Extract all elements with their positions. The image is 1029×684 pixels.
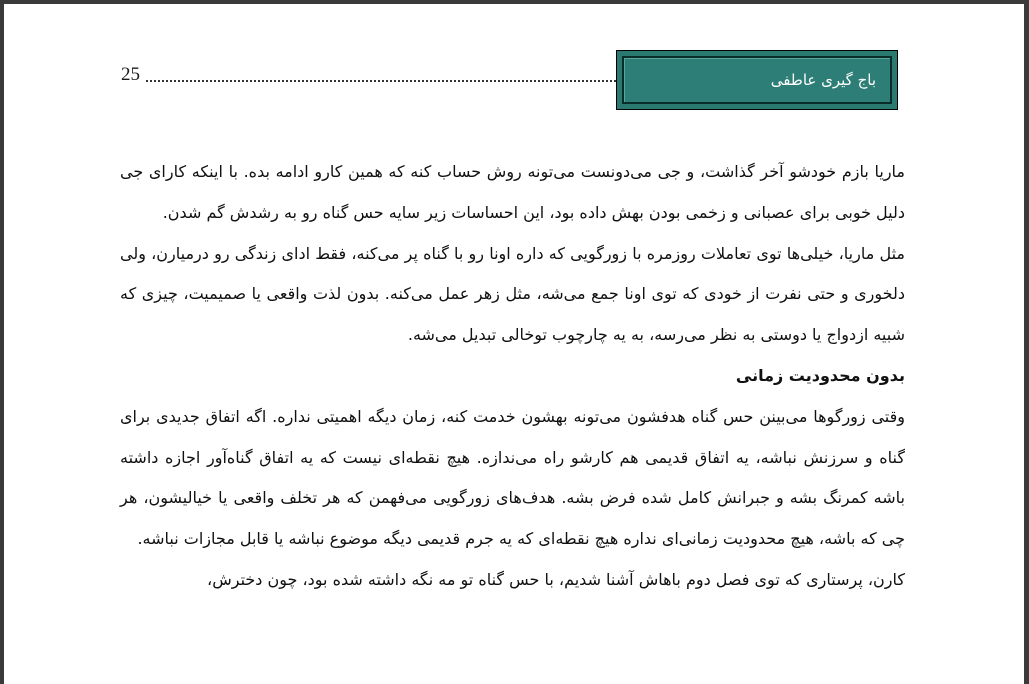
body-text xyxy=(120,152,905,601)
chapter-title-box-inner xyxy=(622,56,892,104)
section-heading: بدون محدودیت زمانی xyxy=(735,365,905,385)
paragraph: مثل ماریا، خیلی‌ها توی تعاملات روزمره با زورگویی که داره اونا رو با گناه پر می‌کنه، فقط ادای زندگی رو درمیارن، ولی دلخوری و حتی نفرت از خودی که توی اونا جمع می‌شه، مثل زهر عمل می‌کنه. بدون لذت واقعی یا صمیمیت، چیزی که شبیه ازدواج یا دوستی به نظر می‌رسه، به یه چارچوب توخالی تبدیل می‌شه. xyxy=(120,243,905,345)
paragraph: ماریا بازم خودشو آخر گذاشت، و جی می‌دونست می‌تونه روش حساب کنه که همین کارو ادامه بده. با اینکه کارای جی دلیل خوبی برای عصبانی و زخمی بودن بهش داده بود، این احساسات زیر سایه حس گناه رو به رشدش گم شدن. xyxy=(120,162,905,222)
window-border-right xyxy=(1024,0,1029,684)
chapter-title-box xyxy=(616,50,898,110)
dot-leader xyxy=(146,80,616,82)
paragraph: وقتی زورگوها می‌بینن حس گناه هدفشون می‌تونه بهشون خدمت کنه، زمان دیگه اهمیتی نداره. اگه اتفاق جدیدی برای گناه و سرزنش نباشه، یه اتفاق قدیمی هم کارشو راه می‌ندازه. هیچ نقطه‌ای نیست که یه اتفاق گناه‌آور اجازه داشته باشه کمرنگ بشه و جبرانش کامل شده فرض بشه. هدف‌های زورگویی می‌فهمن که هر تخلف واقعی یا خیالیشون، هر چی که باشه، هیچ محدودیت زمانی‌ای نداره هیچ نقطه‌ای که یه جرم قدیمی دیگه موضوع نباشه یا قابل مجازات نباشه. xyxy=(120,406,905,549)
page-number: 25 xyxy=(121,64,140,85)
paragraph: کارن، پرستاری که توی فصل دوم باهاش آشنا شدیم، با حس گناه تو مه نگه داشته شده بود، چون دخترش، xyxy=(207,569,905,589)
chapter-title: باج گیری عاطفی xyxy=(770,71,876,89)
window-border-left xyxy=(0,0,4,684)
window-border-top xyxy=(0,0,1029,4)
